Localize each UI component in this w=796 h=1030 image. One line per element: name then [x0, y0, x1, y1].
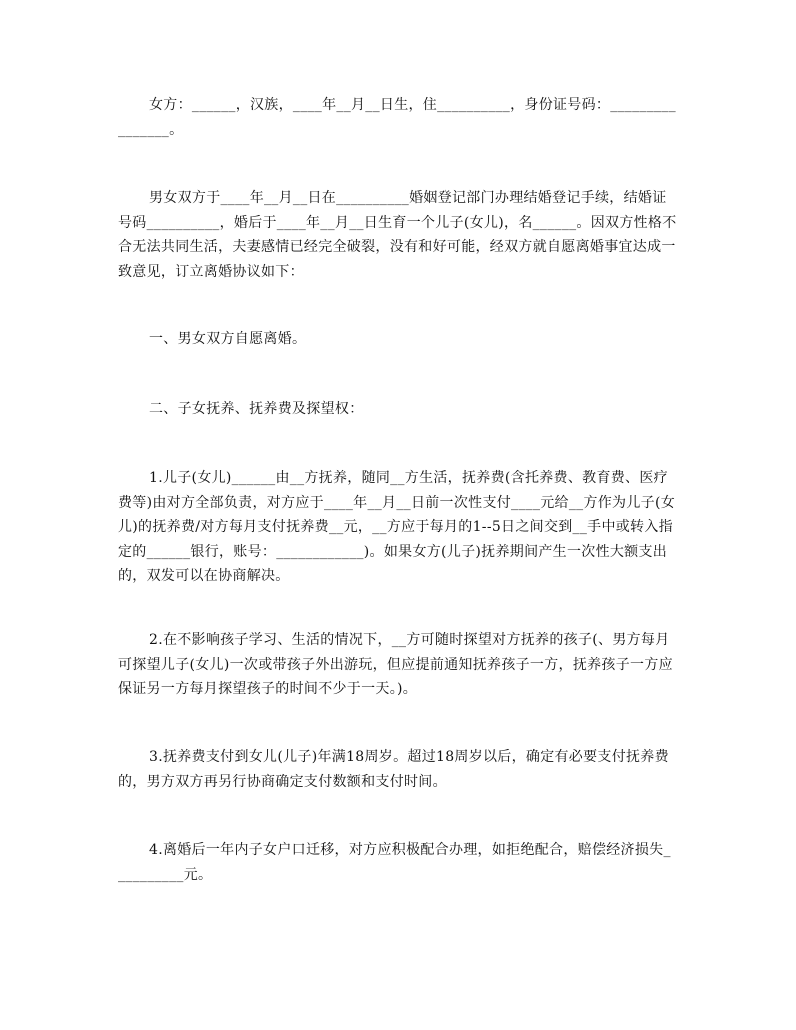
- clause-voluntary-divorce: 一、男女双方自愿离婚。: [149, 331, 307, 347]
- paragraph-wife-info: 女方：______，汉族，____年__月__日生，住__________，身份证号码：________________。: [118, 97, 676, 138]
- clause-visitation-rights: 2.在不影响孩子学习、生活的情况下，__方可随时探望对方抚养的孩子(、男方每月可探望儿子(女儿)一次或带孩子外出游玩，但应提前通知抚养孩子一方，抚养孩子一方应保证另一方每月探望孩子的时间不少于一天。)。: [118, 632, 673, 697]
- clause-support-duration: 3.抚养费支付到女儿(儿子)年满18周岁。超过18周岁以后，确定有必要支付抚养费的，男方双方再另行协商确定支付数额和支付时间。: [118, 749, 669, 790]
- clause-child-support: 1.儿子(女儿)______由__方抚养，随同__方生活，抚养费(含托养费、教育费、医疗费等)由对方全部负责，对方应于____年__月__日前一次性支付____元给__方作为儿子(女儿)的抚养费/对方每月支付抚养费__元，__方应于每月的1--5日之间交到__手中或转入指定的______银行，账号：____________)。如果女方(儿子)抚养期间产生一次性大额支出的，双发可以在协商解决。: [118, 470, 676, 584]
- clause-household-registration: 4.离婚后一年内子女户口迁移，对方应积极配合办理，如拒绝配合，赔偿经济损失__________元。: [118, 842, 671, 883]
- paragraph-marriage-background: 男女双方于____年__月__日在__________婚姻登记部门办理结婚登记手续，结婚证号码__________，婚后于____年__月__日生育一个儿子(女儿)，名______。因双方性格不合无法共同生活，夫妻感情已经完全破裂，没有和好可能，经双方就自愿离婚事宜达成一致意见，订立离婚协议如下：: [118, 190, 677, 280]
- clause-child-custody-heading: 二、子女抚养、抚养费及探望权：: [149, 401, 364, 417]
